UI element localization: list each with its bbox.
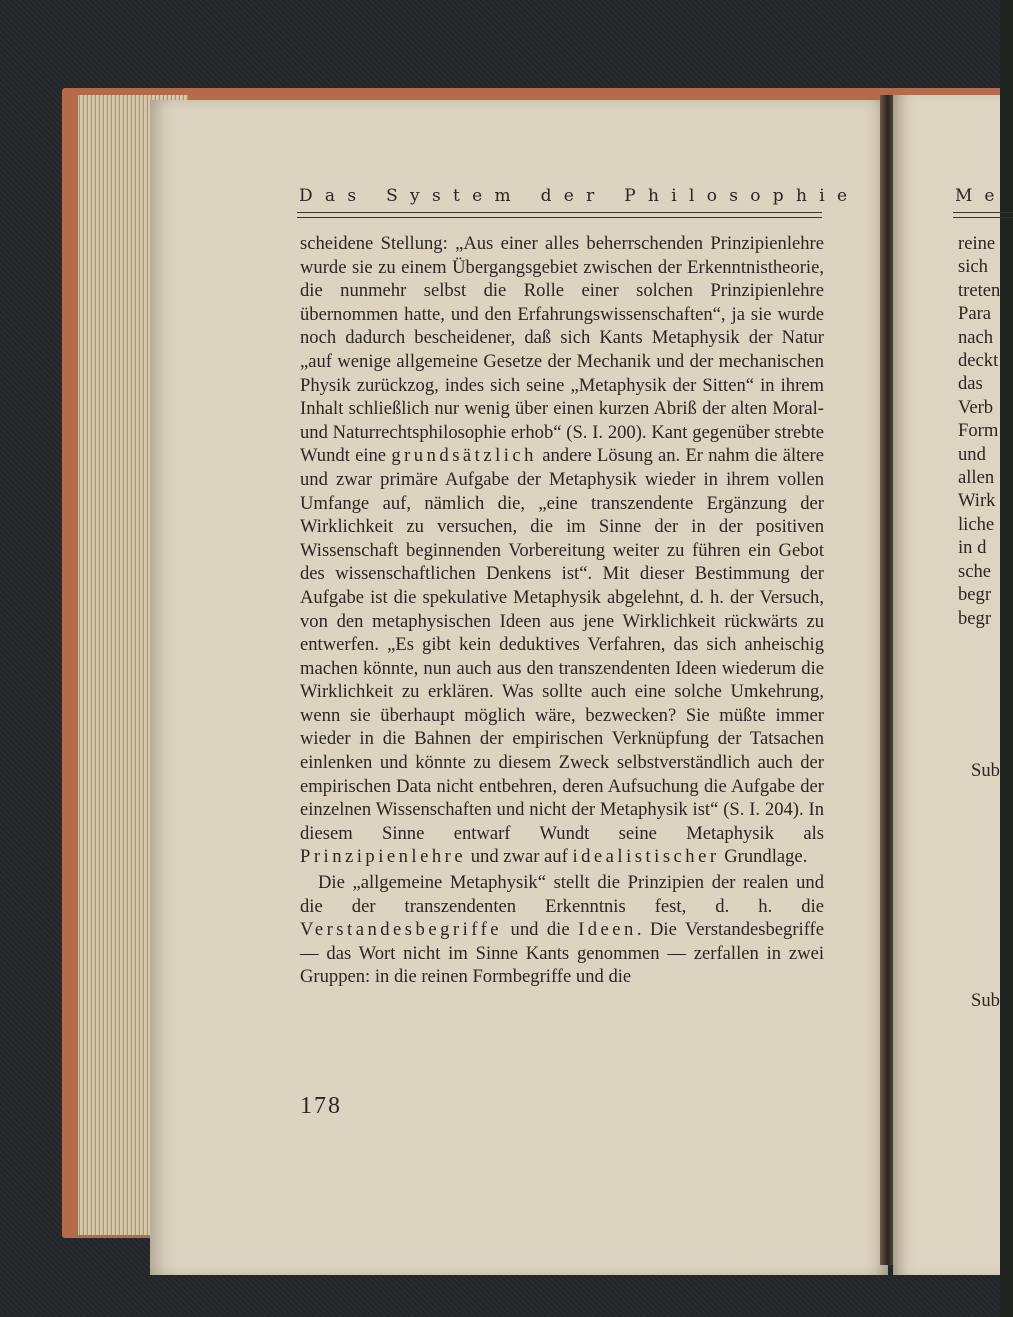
paragraph [300,871,824,989]
right-page-line: das [958,373,983,395]
header-rule [297,212,822,218]
text-run: . Die Verstandesbegriffe — das Wort nicht im Sinne Kants genommen — zerfallen in zwei Gruppen: in die reinen Formbegriffe und die [300,919,824,988]
running-head: Das System der Philosophie [299,186,860,206]
right-header-rule [953,212,1013,218]
right-page-line: Verb [958,396,994,418]
right-page-text [958,232,1000,630]
right-page-line: in d [958,537,987,559]
right-page-line: begr [958,584,992,606]
right-page-line: Form [958,420,999,442]
book-gutter [880,95,894,1265]
spaced-emphasis: Ideen [578,919,637,941]
spaced-emphasis: grundsätzlich [391,445,537,467]
right-page-line: und [958,443,986,465]
spaced-emphasis: idealistischer [572,846,720,868]
right-page-line: deckt [958,350,999,372]
spaced-emphasis: Prinzipienlehre [300,846,467,868]
right-page [893,95,1007,1275]
text-run: Grundlage. [719,846,808,868]
right-running-head: Me [955,186,1007,206]
text-run: andere Lösung an. Er nahm die ältere und zwar primäre Aufgabe der Metaphysik wieder in ihrem vollen Umfange auf, nämlich die, „eine transzendente Ergänzung der Wirklichkeit zu versuchen, die im Sinne der in der positiven Wissenschaft beginnenden Vorbereitung weiter zu führen ein Gebot des wissenschaftlichen Denkens ist“. Mit dieser Bestimmung der Aufgabe ist die spekulative Metaphysik abgelehnt, d. h. der Versuch, von den metaphysischen Ideen aus jene Wirklichkeit rückwärts zu entwerfen. „Es gibt kein deduktives Verfahren, das sich anheischig machen könnte, nun auch aus den transzendenten Ideen wiederum die Wirklichkeit zu erklären. Was sollte auch eine solche Umkehrung, wenn sie überhaupt möglich wäre, bezwecken? Sie müßte immer wieder in die Bahnen der empirischen Verknüpfung der Tatsachen einlenken und könnte zu diesem Zweck selbstverständlich auch der empirischen Data nicht entbehren, deren Aufsuchung die Aufgabe der einzelnen Wissenschaften und nicht der Metaphysik ist“ (S. I. 204). In diesem Sinne entwarf Wundt seine Metaphysik als [300,445,824,844]
text-run: scheidene Stellung: „Aus einer alles beherrschenden Prinzipienlehre wurde sie zu einem Übergangsgebiet zwischen der Erkenntnistheorie, die nunmehr selbst die Rolle einer solchen Prinzipienlehre übernommen hatte, und den Erfahrungswissenschaften“, ja sie wurde noch dadurch bescheidener, daß sich Kants Metaphysik der Natur „auf wenige allgemeine Gesetze der Mechanik und der mechanischen Physik zurückzog, indes sich seine „Metaphysik der Sitten“ in ihrem Inhalt schließlich nur wenig über einen kurzen Abriß der alten Moral- und Naturrechtsphilosophie erhob“ (S. I. 200). Kant gegenüber strebte Wundt eine [300,233,824,467]
right-page-line: sche [958,560,992,582]
right-page-line: reine [958,233,996,254]
right-page-line: allen [958,467,995,489]
body-text [300,232,824,989]
right-page-line: Wirk [958,490,996,512]
page-number: 178 [300,1093,342,1119]
right-page-line: Para [958,303,992,325]
paragraph [300,232,824,869]
right-page-line: nach [958,326,994,348]
text-run: und zwar auf [466,846,573,868]
text-run: Die „allgemeine Metaphysik“ stellt die Prinzipien der realen und die der transzendenten Erkenntnis fest, d. h. die [300,872,824,917]
right-page-line: treten [958,279,1001,301]
spaced-emphasis: Verstandesbegriffe [300,919,503,941]
right-page-line: sich [958,256,988,278]
right-page-label: Sub [971,760,1000,781]
right-page-line: begr [958,607,992,629]
right-page-line: liche [958,513,995,535]
right-page-label: Sub [971,990,1000,1011]
text-run: und die [502,919,579,941]
